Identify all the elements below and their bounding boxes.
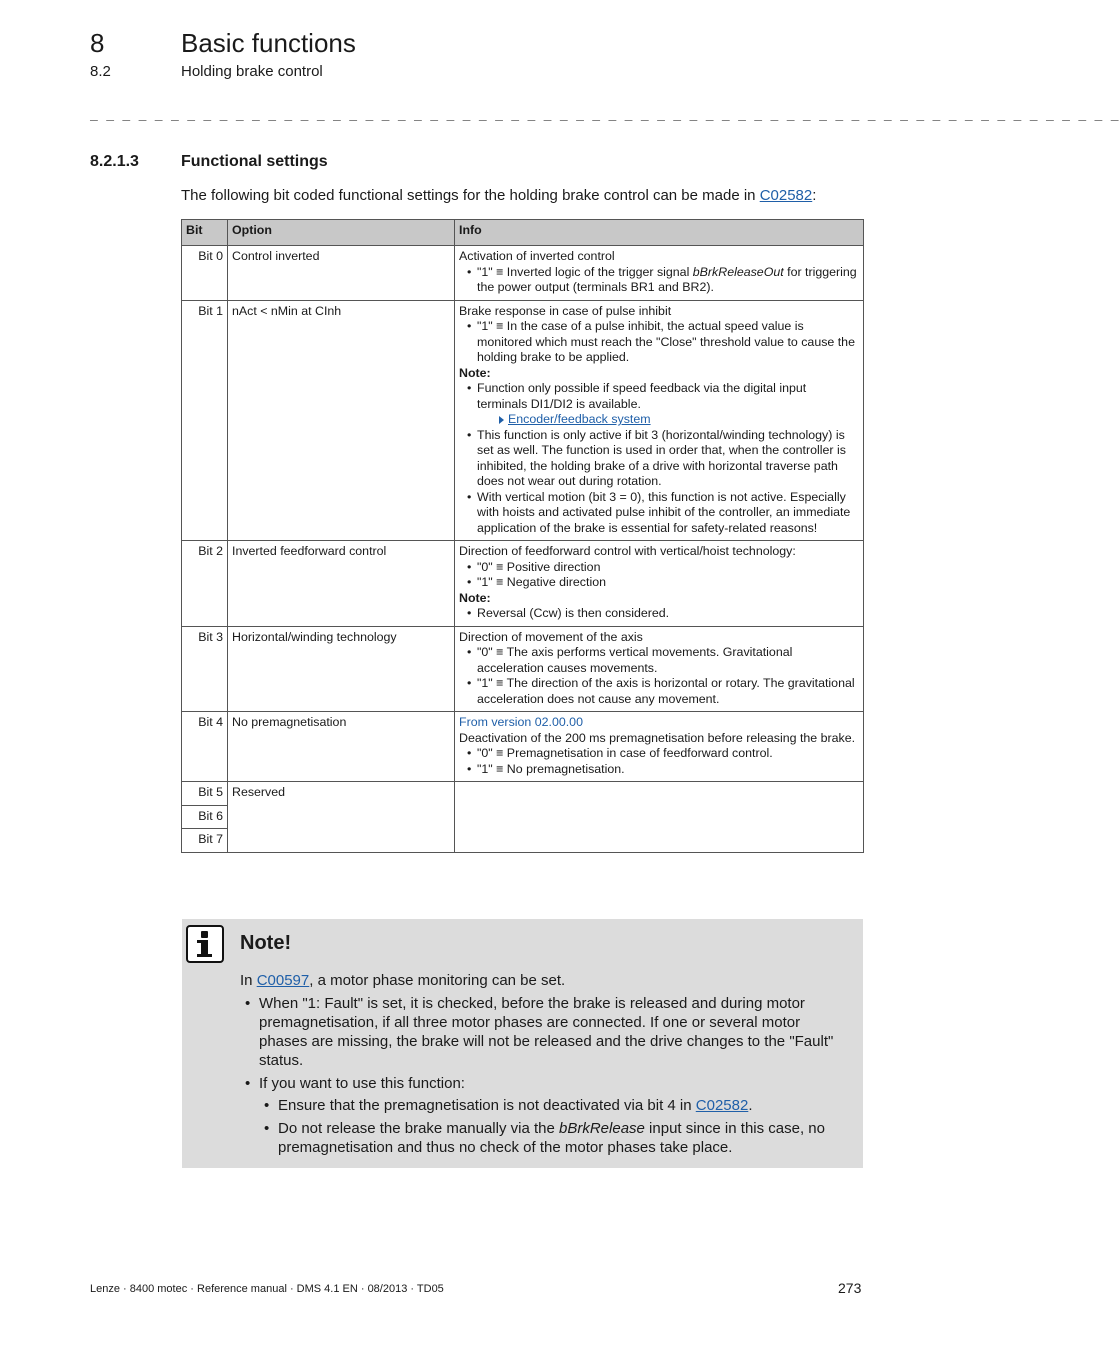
info-cell: [455, 626, 864, 712]
c02582-link[interactable]: C02582: [695, 1097, 749, 1114]
list-item: • If you want to use this function: • Ensure that the premagnetisation is not deactivated via bit 4 in C02582. • Do not release the brake manually via the bBrkRelease input since in this case, no premagnetisation and thus no check of the motor phases take place.: [240, 1074, 850, 1157]
list-item: • "0" ≡ The axis performs vertical movements. Gravitational acceleration causes movements.: [459, 645, 859, 676]
table-row: [182, 712, 864, 782]
bit-cell: Bit 6: [182, 805, 228, 829]
info-cell: [455, 246, 864, 301]
option-cell: nAct < nMin at CInh: [228, 300, 455, 541]
table-row: [182, 782, 864, 806]
option-cell: Horizontal/winding technology: [228, 626, 455, 712]
info-cell: [455, 541, 864, 627]
encoder-link-row: [477, 412, 859, 428]
info-cell-empty: [455, 782, 864, 853]
subsection-number: 8.2.1.3: [90, 153, 139, 170]
subsection-title: Functional settings: [181, 153, 328, 170]
list-item: • "1" ≡ No premagnetisation.: [459, 762, 859, 778]
table-row: [182, 300, 864, 541]
version-note: From version 02.00.00: [459, 715, 583, 729]
section-title: Holding brake control: [181, 63, 323, 80]
intro-paragraph: [181, 187, 816, 204]
info-text: Activation of inverted control: [459, 249, 615, 263]
info-text: Brake response in case of pulse inhibit: [459, 303, 672, 318]
info-text: Direction of movement of the axis: [459, 629, 643, 644]
option-cell: Inverted feedforward control: [228, 541, 455, 627]
option-cell: Control inverted: [228, 246, 455, 301]
chapter-number: 8: [90, 28, 105, 58]
header-info: Info: [455, 220, 864, 246]
intro-colon: :: [812, 187, 817, 204]
list-item: • "1" ≡ Negative direction: [459, 575, 859, 591]
bit-cell: Bit 4: [182, 712, 228, 782]
bit-cell: Bit 7: [182, 829, 228, 853]
intro-text: The following bit coded functional settings for the holding brake control can be made in: [181, 187, 760, 204]
list-item: • "0" ≡ Premagnetisation in case of feedforward control.: [459, 746, 859, 762]
list-item: • Ensure that the premagnetisation is not deactivated via bit 4 in C02582.: [259, 1096, 850, 1115]
list-item: • Function only possible if speed feedback via the digital input terminals DI1/DI2 is available. Encoder/feedback system: [459, 381, 859, 428]
header-option: Option: [228, 220, 455, 246]
footer-text: Lenze · 8400 motec · Reference manual · DMS 4.1 EN · 08/2013 · TD05: [90, 1283, 444, 1295]
header-separator: _ _ _ _ _ _ _ _ _ _ _ _ _ _ _ _ _ _ _ _ _ _ _ _ _ _ _ _ _ _ _ _ _ _ _ _ _ _ _ _ _ _ _ _ _ _ _ _ _ _ _ _ _ _ _ _ _ _ _ _ _ _ _ _: [90, 108, 1119, 123]
info-cell: [455, 300, 864, 541]
info-cell: [455, 712, 864, 782]
note-title: Note!: [240, 932, 292, 954]
list-item: • Reversal (Ccw) is then considered.: [459, 606, 859, 622]
note-label: Note:: [459, 590, 491, 605]
functional-settings-table: [181, 219, 864, 853]
c00597-link[interactable]: C00597: [256, 972, 310, 989]
info-icon: [186, 925, 224, 963]
note-label: Note:: [459, 365, 491, 380]
table-row: [182, 246, 864, 301]
arrow-right-icon: [499, 416, 504, 424]
info-text: Direction of feedforward control with vertical/hoist technology:: [459, 544, 796, 558]
list-item: • "0" ≡ Positive direction: [459, 560, 859, 576]
list-item: • This function is only active if bit 3 (horizontal/winding technology) is set as well. The function is used in order that, when the controller is inhibited, the holding brake of a drive with horizontal traverse path does not wear out during rotation.: [459, 428, 859, 490]
note-intro: In C00597, a motor phase monitoring can be set.: [240, 972, 566, 989]
option-cell: No premagnetisation: [228, 712, 455, 782]
chapter-title: Basic functions: [181, 28, 356, 58]
c02582-link[interactable]: C02582: [759, 187, 813, 204]
bit-cell: Bit 1: [182, 300, 228, 541]
table-row: [182, 541, 864, 627]
list-item: • "1" ≡ The direction of the axis is horizontal or rotary. The gravitational acceleration does not cause any movement.: [459, 676, 859, 707]
bit-cell: Bit 3: [182, 626, 228, 712]
bit-cell: Bit 2: [182, 541, 228, 627]
page-number: 273: [838, 1280, 862, 1296]
list-item: • When "1: Fault" is set, it is checked, before the brake is released and during motor premagnetisation, if all three motor phases are connected. If one or several motor phases are missing, the brake will not be released and the drive changes to the "Fault" status.: [240, 994, 850, 1070]
section-number: 8.2: [90, 63, 111, 80]
list-item: • "1" ≡ Inverted logic of the trigger signal bBrkReleaseOut for triggering the power output (terminals BR1 and BR2).: [459, 265, 859, 296]
table-header-row: [182, 220, 864, 246]
note-body: [240, 971, 850, 1161]
list-item: • "1" ≡ In the case of a pulse inhibit, the actual speed value is monitored which must reach the "Close" threshold value to cause the holding brake to be applied.: [459, 319, 859, 366]
info-text: Deactivation of the 200 ms premagnetisation before releasing the brake.: [459, 730, 856, 745]
bit-cell: Bit 0: [182, 246, 228, 301]
table-row: [182, 626, 864, 712]
list-item: • Do not release the brake manually via the bBrkRelease input since in this case, no premagnetisation and thus no check of the motor phases take place.: [259, 1119, 850, 1157]
header-bit: Bit: [182, 220, 228, 246]
bit-cell: Bit 5: [182, 782, 228, 806]
option-cell: Reserved: [228, 782, 455, 853]
list-item: • With vertical motion (bit 3 = 0), this function is not active. Especially with hoists and activated pulse inhibit of the controller, an immediate application of the brake is essential for safety-related reasons!: [459, 490, 859, 537]
encoder-feedback-link[interactable]: Encoder/feedback system: [508, 412, 651, 426]
